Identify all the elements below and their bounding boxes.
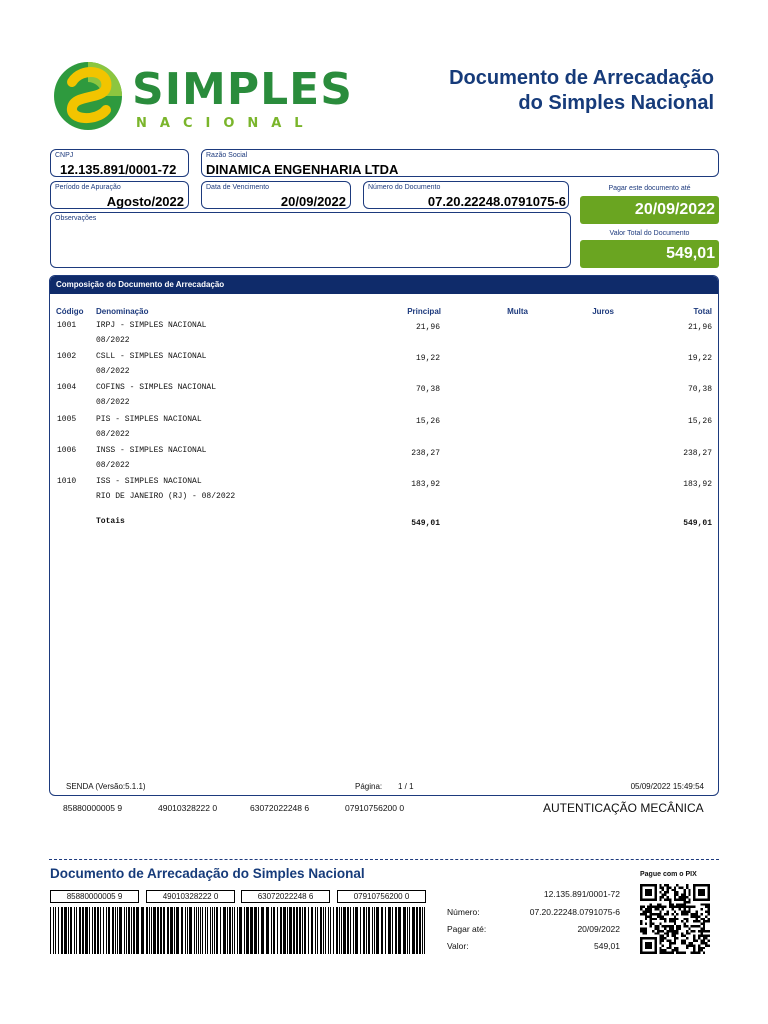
numero-documento-value: 07.20.22248.0791075-6 (427, 194, 566, 209)
senda-version: SENDA (Versão:5.1.1) (66, 782, 146, 791)
linha-digitavel-1: 85880000005 9 (63, 803, 123, 813)
bottom-valor-label: Valor: (447, 941, 469, 951)
totals-principal: 549,01 (411, 519, 440, 528)
row-code: 1010 (57, 477, 77, 486)
row-total: 19,22 (687, 354, 712, 363)
row-principal: 183,92 (411, 480, 440, 489)
row-principal: 238,27 (411, 449, 440, 458)
cnpj-label: CNPJ (55, 152, 74, 159)
vencimento-field (201, 181, 351, 209)
row-total: 15,26 (687, 417, 712, 426)
row-total: 183,92 (683, 480, 712, 489)
row-sub: RIO DE JANEIRO (RJ) - 08/2022 (96, 492, 236, 501)
bottom-code-4: 07910756200 0 (337, 890, 426, 903)
row-name: PIS - SIMPLES NACIONAL (96, 415, 202, 424)
razao-social-field (201, 149, 719, 177)
numero-documento-field (363, 181, 569, 209)
cnpj-value: 12.135.891/0001-72 (60, 162, 177, 177)
row-name: CSLL - SIMPLES NACIONAL (96, 352, 207, 361)
observacoes-field (50, 212, 571, 268)
linha-digitavel-4: 07910756200 0 (345, 803, 405, 813)
row-code: 1005 (57, 415, 77, 424)
composition-title: Composição do Documento de Arrecadação (50, 276, 718, 294)
cnpj-field (50, 149, 189, 177)
bottom-pagar-label: Pagar até: (447, 924, 487, 934)
header-denominacao: Denominação (96, 307, 149, 316)
logo-word: SIMPLES (132, 64, 353, 115)
totals-label: Totais (96, 517, 125, 526)
pagina-label: Página: (355, 782, 383, 791)
row-total: 21,96 (687, 323, 712, 332)
row-principal: 19,22 (415, 354, 440, 363)
row-total: 70,38 (687, 385, 712, 394)
row-name: ISS - SIMPLES NACIONAL (96, 477, 202, 486)
row-sub: 08/2022 (96, 336, 130, 345)
row-principal: 21,96 (415, 323, 440, 332)
row-sub: 08/2022 (96, 430, 130, 439)
cut-line (49, 859, 719, 860)
razao-social-label: Razão Social (206, 152, 248, 159)
totals-total: 549,01 (683, 519, 712, 528)
pagar-value: 20/09/2022 (580, 196, 719, 224)
row-code: 1002 (57, 352, 77, 361)
bottom-numero-label: Número: (447, 907, 480, 917)
bottom-title: Documento de Arrecadação do Simples Nacional (50, 866, 365, 881)
header-total: Total (693, 307, 712, 316)
row-principal: 70,38 (415, 385, 440, 394)
header-principal: Principal (407, 307, 441, 316)
row-name: COFINS - SIMPLES NACIONAL (96, 383, 217, 392)
valor-total-value: 549,01 (580, 240, 719, 268)
observacoes-label: Observações (55, 215, 97, 222)
bottom-code-2: 49010328222 0 (146, 890, 235, 903)
row-sub: 08/2022 (96, 398, 130, 407)
document-title-line1: Documento de Arrecadação (449, 67, 714, 89)
razao-social-value: DINAMICA ENGENHARIA LTDA (206, 162, 399, 177)
row-principal: 15,26 (415, 417, 440, 426)
vencimento-value: 20/09/2022 (280, 194, 346, 209)
pix-qr-code-icon (638, 884, 712, 954)
row-code: 1001 (57, 321, 77, 330)
row-sub: 08/2022 (96, 367, 130, 376)
document-title-line2: do Simples Nacional (518, 92, 714, 114)
periodo-label: Período de Apuração (55, 184, 121, 191)
simples-nacional-logo (52, 60, 353, 140)
autenticacao-mecanica: AUTENTICAÇÃO MECÂNICA (543, 801, 704, 815)
bottom-code-1: 85880000005 9 (50, 890, 139, 903)
bottom-cnpj: 12.135.891/0001-72 (543, 889, 620, 899)
bottom-valor-value: 549,01 (594, 941, 620, 951)
bottom-numero-value: 07.20.22248.0791075-6 (529, 907, 620, 917)
periodo-field (50, 181, 189, 209)
bottom-pagar-value: 20/09/2022 (577, 924, 620, 934)
timestamp: 05/09/2022 15:49:54 (630, 782, 704, 791)
document-title (449, 66, 714, 116)
bottom-code-3: 63072022248 6 (241, 890, 330, 903)
periodo-value: Agosto/2022 (106, 194, 184, 209)
simples-logo-icon (52, 60, 124, 132)
pagar-label: Pagar este documento até (608, 185, 691, 192)
barcode-icon (50, 907, 425, 954)
row-sub: 08/2022 (96, 461, 130, 470)
linha-digitavel-3: 63072022248 6 (250, 803, 310, 813)
valor-total-label: Valor Total do Documento (609, 230, 690, 237)
header-codigo: Código (56, 307, 84, 316)
composition-panel (49, 275, 719, 796)
row-code: 1006 (57, 446, 77, 455)
row-name: INSS - SIMPLES NACIONAL (96, 446, 207, 455)
row-code: 1004 (57, 383, 77, 392)
row-total: 238,27 (683, 449, 712, 458)
numero-documento-label: Número do Documento (368, 184, 441, 191)
row-name: IRPJ - SIMPLES NACIONAL (96, 321, 207, 330)
logo-subword: NACIONAL (136, 116, 316, 131)
header-juros: Juros (592, 307, 614, 316)
linha-digitavel-2: 49010328222 0 (158, 803, 218, 813)
header-multa: Multa (507, 307, 528, 316)
vencimento-label: Data de Vencimento (206, 184, 270, 191)
pix-label: Pague com o PIX (640, 871, 697, 878)
pagina-value: 1 / 1 (398, 782, 414, 791)
